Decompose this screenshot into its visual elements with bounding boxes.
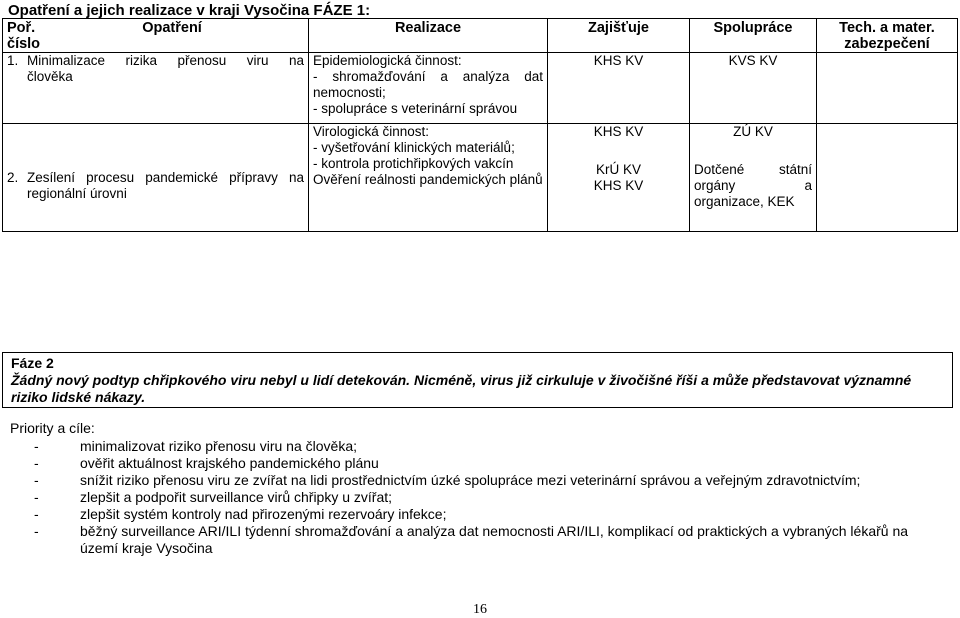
table-row <box>3 124 958 232</box>
row-number: 2. <box>7 170 19 185</box>
list-item: - zlepšit a podpořit surveillance virů chřipky u zvířat; <box>34 489 393 505</box>
list-item: - snížit riziko přenosu viru ze zvířat na lidi prostřednictvím úzké spolupráce mezi veterinární správou a veřejným zdravotnictvím; <box>34 472 861 488</box>
header-number-label: Poř. číslo <box>7 20 41 52</box>
header-provider: Zajišťuje <box>548 19 690 53</box>
row-1-provider: KHS KV <box>548 53 690 124</box>
priorities-heading: Priority a cíle: <box>10 420 95 436</box>
phase-description: Žádný nový podtyp chřipkového viru nebyl u lidí detekován. Nicméně, virus již cirkuluje v živočišné říši a může představovat významné riziko lidské nákazy. <box>11 372 912 405</box>
table-header-row <box>3 19 958 53</box>
row-2-provider: KHS KV KrÚ KV KHS KV <box>548 124 690 232</box>
row-1-cooperation: KVS KV <box>690 53 817 124</box>
row-2-cooperation: ZÚ KV Dotčené státní orgány a organizace, KEK <box>690 124 817 232</box>
row-1-tech <box>817 53 958 124</box>
header-cooperation: Spolupráce <box>690 19 817 53</box>
header-realization: Realizace <box>309 19 548 53</box>
list-item: - minimalizovat riziko přenosu viru na člověka; <box>34 438 357 454</box>
header-tech: Tech. a mater. zabezpečení <box>817 19 958 53</box>
page-number: 16 <box>473 602 487 617</box>
table-row <box>3 53 958 124</box>
row-2-realization: Virologická činnost: - vyšetřování klinických materiálů; - kontrola protichřipkových vakcín Ověření reálnosti pandemických plánů <box>309 124 548 232</box>
list-item: - zlepšit systém kontroly nad přirozenými rezervoáry infekce; <box>34 506 447 522</box>
row-1-measure: 1. Minimalizace rizika přenosu viru na člověka <box>3 53 309 124</box>
row-number: 1. <box>7 53 19 68</box>
list-item: - běžný surveillance ARI/ILI týdenní shromažďování a analýza dat nemocnosti ARI/ILI, komplikací od praktických a vybraných lékařů na území kraje Vysočina <box>34 523 909 556</box>
row-2-tech <box>817 124 958 232</box>
row-1-realization: Epidemiologická činnost: - shromažďování a analýza dat nemocnosti; - spolupráce s veterinární správou <box>309 53 548 124</box>
priorities-list <box>10 438 940 557</box>
measures-table <box>2 18 958 232</box>
phase-2-box <box>2 352 953 408</box>
row-2-measure: 2. Zesílení procesu pandemické přípravy na regionální úrovni <box>3 124 309 232</box>
phase-title: Fáze 2 <box>11 355 54 371</box>
priorities-section <box>10 420 940 557</box>
header-measure-label: Opatření <box>142 20 202 36</box>
document-title: Opatření a jejich realizace v kraji Vysočina FÁZE 1: <box>8 2 371 19</box>
list-item: - ověřit aktuálnost krajského pandemického plánu <box>34 455 379 471</box>
header-measure <box>3 19 309 53</box>
